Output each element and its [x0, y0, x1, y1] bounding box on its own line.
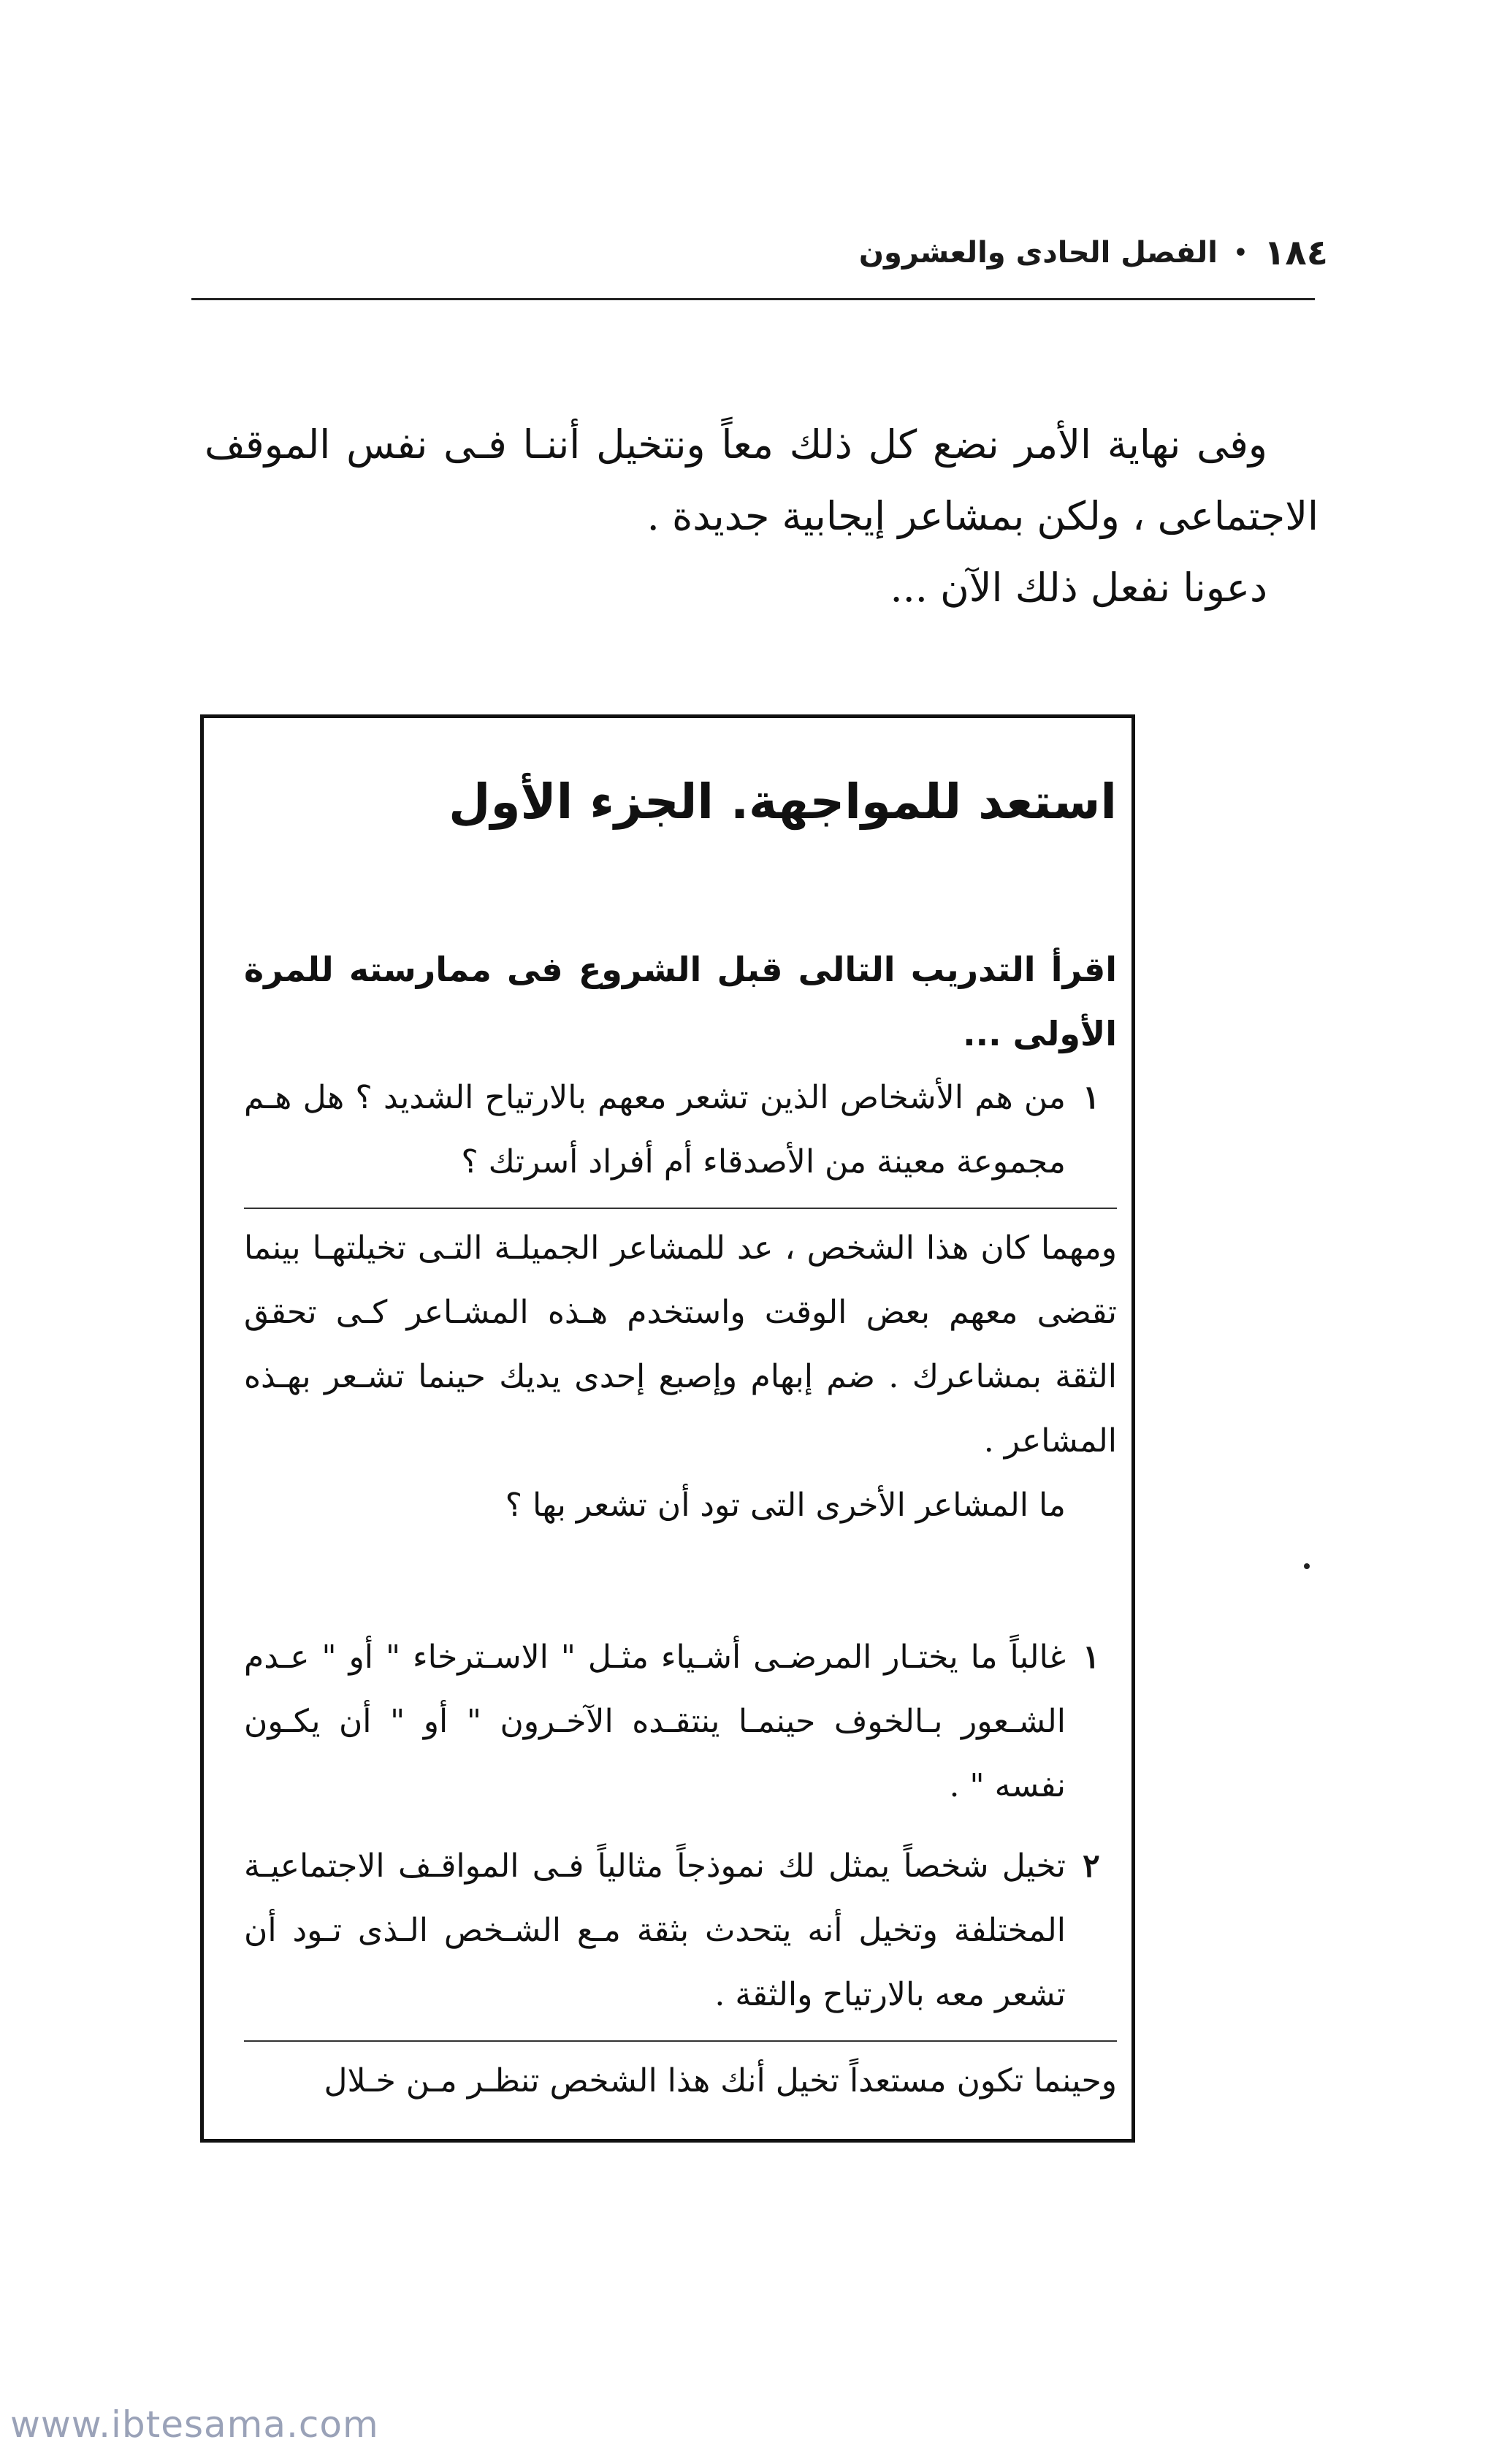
chapter-title: الفصل الحادى والعشرون	[858, 236, 1218, 270]
exercise-item	[244, 1834, 1117, 2027]
item-text: من هم الأشخاص الذين تشعر معهم بالارتياح الشديد ؟ هل هـم مجموعة معينة من الأصدقاء أم أفراد أسرتك ؟	[244, 1079, 1066, 1180]
item-number: ١	[1083, 1079, 1100, 1116]
exercise-item	[244, 1625, 1117, 1818]
item-number: ١	[1083, 1639, 1100, 1676]
watermark-text: www.ibtesama.com	[10, 2403, 379, 2446]
item-number: ٢	[1083, 1847, 1100, 1885]
exercise-paragraph: وحينما تكون مستعداً تخيل أنك هذا الشخص تنظـر مـن خـلال	[324, 2062, 1117, 2099]
intro-paragraph: دعونا نفعل ذلك الآن ...	[890, 565, 1267, 611]
intro-paragraph: وفى نهاية الأمر نضع كل ذلك معاً ونتخيل أننـا فـى نفس الموقف الاجتماعى ، ولكن بمشاعر إيجابية جديدة .	[205, 422, 1318, 539]
exercise-lead: اقرأ التدريب التالى قبل الشروع فى ممارسته للمرة الأولى ...	[244, 950, 1117, 1053]
section-divider	[244, 2040, 1117, 2049]
spacer	[244, 1818, 1117, 1834]
exercise-item	[244, 1066, 1117, 1194]
exercise-content	[244, 937, 1117, 2113]
page-number: ١٨٤	[1264, 232, 1328, 273]
item-text: غالباً ما يختـار المرضـى أشـياء مثـل " الاسـترخاء " أو " عـدم الشـعور بـالخوف حينمـا ينتقـده الآخـرون " أو " أن يكـون نفسه " .	[244, 1639, 1066, 1804]
header-bullet: •	[1233, 240, 1248, 266]
intro-text	[205, 409, 1318, 624]
header-rule	[191, 298, 1315, 300]
section-divider	[244, 1208, 1117, 1216]
exercise-paragraph: ومهما كان هذا الشخص ، عد للمشاعر الجميلـة التـى تخيلتهـا بينما تقضى معهم بعض الوقت واستخدم هـذه المشـاعر كـى تحقق الثقة بمشاعرك . ضم إبهام وإصبع إحدى يديك حينما تشـعر بهـذه المشاعر .	[244, 1229, 1118, 1460]
exercise-question: ما المشاعر الأخرى التى تود أن تشعر بها ؟	[505, 1487, 1066, 1524]
running-header	[859, 232, 1328, 273]
margin-dot	[1304, 1563, 1310, 1569]
exercise-title: استعد للمواجهة. الجزء الأول	[449, 774, 1117, 830]
item-text: تخيل شخصاً يمثل لك نموذجاً مثالياً فـى المواقـف الاجتماعيـة المختلفة وتخيل أنه يتحدث بثقة مـع الشـخص الـذى تـود أن تشعر معه بالارتياح والثقة .	[244, 1847, 1066, 2013]
spacer	[244, 1538, 1117, 1625]
exercise-box	[200, 714, 1135, 2143]
